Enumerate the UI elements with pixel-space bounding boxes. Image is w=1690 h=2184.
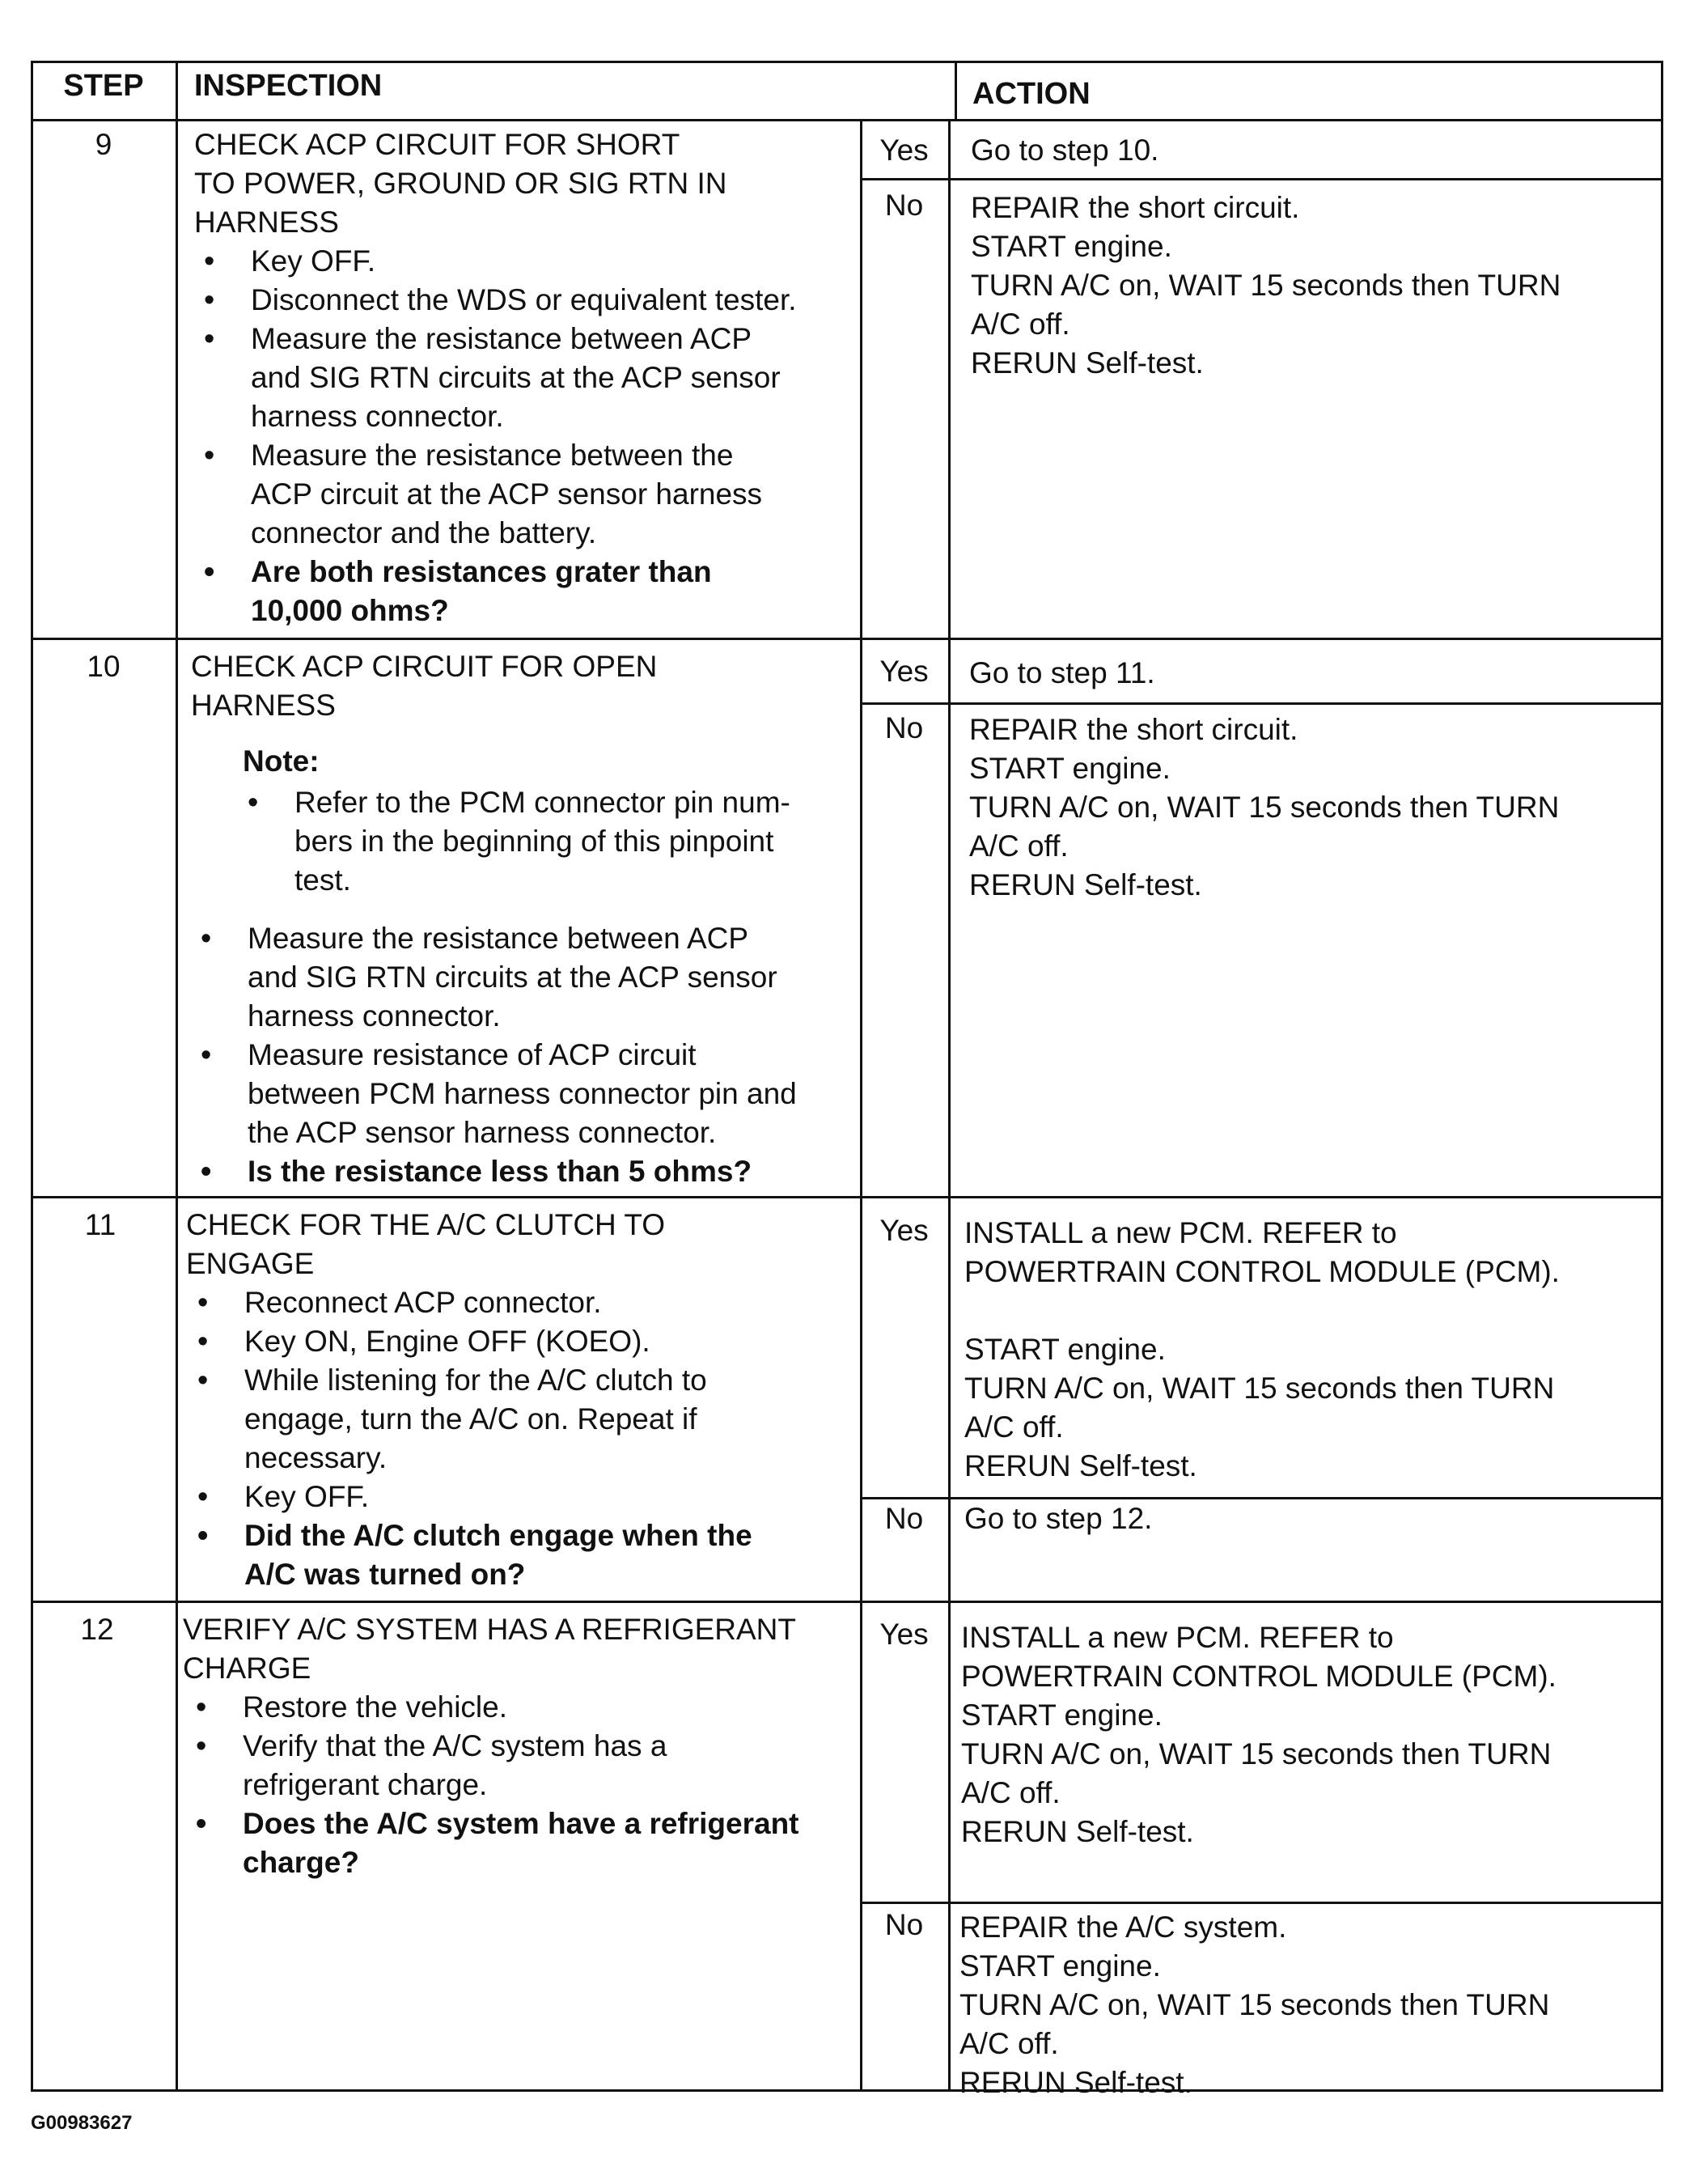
note-title: Note: bbox=[243, 744, 320, 778]
title-line: VERIFY A/C SYSTEM HAS A REFRIGERANT bbox=[183, 1613, 796, 1646]
bullet-text: harness connector. bbox=[248, 999, 501, 1033]
bullet-text: the ACP sensor harness connector. bbox=[248, 1116, 717, 1149]
action-line: A/C off. bbox=[959, 2027, 1059, 2060]
row-9-end bbox=[31, 638, 1663, 640]
action-line: Go to step 12. bbox=[964, 1502, 1153, 1535]
action-line: REPAIR the short circuit. bbox=[969, 713, 1298, 746]
question-text: Are both resistances grater than bbox=[251, 555, 712, 588]
step-title bbox=[191, 647, 657, 725]
action-line: POWERTRAIN CONTROL MODULE (PCM). bbox=[961, 1660, 1557, 1693]
inspection-steps bbox=[189, 919, 797, 1191]
title-line: CHECK ACP CIRCUIT FOR OPEN bbox=[191, 650, 658, 683]
row-12-yes-divider bbox=[860, 1902, 1663, 1904]
action-line: TURN A/C on, WAIT 15 seconds then TURN bbox=[959, 1988, 1550, 2021]
header-action: ACTION bbox=[972, 77, 1091, 111]
row-11-end bbox=[31, 1601, 1663, 1603]
list-item bbox=[186, 1361, 752, 1478]
bullet-text: and SIG RTN circuits at the ACP sensor bbox=[248, 961, 777, 994]
yesno-column-divider bbox=[860, 121, 862, 2092]
question-item bbox=[186, 1516, 752, 1594]
title-line: TO POWER, GROUND OR SIG RTN IN bbox=[194, 167, 727, 200]
question-item bbox=[184, 1804, 799, 1882]
action-line: INSTALL a new PCM. REFER to bbox=[961, 1621, 1394, 1654]
title-line: CHECK FOR THE A/C CLUTCH TO bbox=[186, 1208, 666, 1241]
bullet-text: While listening for the A/C clutch to bbox=[244, 1363, 707, 1397]
step-number: 9 bbox=[95, 128, 112, 161]
yes-action bbox=[961, 1618, 1557, 1851]
action-line: POWERTRAIN CONTROL MODULE (PCM). bbox=[964, 1255, 1560, 1288]
step-title bbox=[186, 1206, 665, 1283]
action-line: START engine. bbox=[959, 1949, 1161, 1983]
action-line: TURN A/C on, WAIT 15 seconds then TURN bbox=[961, 1737, 1552, 1771]
inspection-steps bbox=[193, 242, 797, 630]
bullet-text: harness connector. bbox=[251, 400, 504, 433]
action-line: Go to step 11. bbox=[969, 656, 1155, 689]
action-line: RERUN Self-test. bbox=[959, 2066, 1192, 2099]
inspection-column-divider-header bbox=[955, 61, 957, 121]
bullet-text: between PCM harness connector pin and bbox=[248, 1077, 797, 1110]
no-action bbox=[969, 710, 1559, 905]
action-line: A/C off. bbox=[969, 829, 1069, 863]
action-line: START engine. bbox=[964, 1333, 1166, 1366]
bullet-text: Refer to the PCM connector pin num- bbox=[294, 786, 790, 819]
action-line: START engine. bbox=[971, 230, 1172, 263]
action-line: RERUN Self-test. bbox=[971, 346, 1204, 380]
title-line: HARNESS bbox=[194, 206, 339, 239]
list-item bbox=[186, 1478, 752, 1516]
question-text: charge? bbox=[243, 1846, 359, 1879]
no-action bbox=[971, 189, 1561, 383]
yes-label: Yes bbox=[879, 1618, 929, 1651]
inspection-steps bbox=[184, 1688, 799, 1882]
bullet-text: Measure the resistance between ACP bbox=[251, 322, 752, 355]
list-item bbox=[189, 1036, 797, 1152]
list-item bbox=[184, 1727, 799, 1804]
figure-code: G00983627 bbox=[31, 2112, 133, 2134]
yes-action bbox=[964, 1214, 1560, 1486]
title-line: HARNESS bbox=[191, 689, 336, 722]
bullet-text: Key OFF. bbox=[244, 1480, 370, 1513]
list-item bbox=[193, 320, 797, 436]
list-item bbox=[186, 1322, 752, 1361]
no-label: No bbox=[884, 189, 924, 222]
action-line: START engine. bbox=[961, 1698, 1163, 1732]
no-label: No bbox=[884, 1502, 924, 1535]
list-item bbox=[184, 1688, 799, 1727]
bullet-text: Measure the resistance between ACP bbox=[248, 922, 749, 955]
question-item bbox=[189, 1152, 797, 1191]
bullet-text: bers in the beginning of this pinpoint bbox=[294, 825, 774, 858]
step-number: 12 bbox=[80, 1613, 114, 1646]
question-text: Did the A/C clutch engage when the bbox=[244, 1519, 752, 1552]
question-text: Is the resistance less than 5 ohms? bbox=[248, 1155, 752, 1188]
bullet-text: engage, turn the A/C on. Repeat if bbox=[244, 1402, 697, 1436]
step-title bbox=[194, 125, 727, 242]
action-line: REPAIR the short circuit. bbox=[971, 191, 1300, 224]
action-line: START engine. bbox=[969, 752, 1171, 785]
action-line: RERUN Self-test. bbox=[964, 1449, 1197, 1482]
step-title bbox=[183, 1610, 796, 1688]
list-item bbox=[193, 242, 797, 281]
row-10-yes-divider bbox=[860, 702, 1663, 705]
bullet-text: necessary. bbox=[244, 1441, 388, 1474]
bullet-text: Reconnect ACP connector. bbox=[244, 1286, 602, 1319]
bullet-text: Disconnect the WDS or equivalent tester. bbox=[251, 283, 797, 316]
title-line: CHECK ACP CIRCUIT FOR SHORT bbox=[194, 128, 680, 161]
action-line: A/C off. bbox=[961, 1776, 1061, 1809]
action-line: RERUN Self-test. bbox=[969, 868, 1202, 901]
yes-action bbox=[969, 654, 1155, 693]
bullet-text: Measure resistance of ACP circuit bbox=[248, 1038, 697, 1071]
yes-label: Yes bbox=[879, 1214, 929, 1247]
row-10-end bbox=[31, 1196, 1663, 1198]
action-line: A/C off. bbox=[964, 1410, 1064, 1444]
action-line: TURN A/C on, WAIT 15 seconds then TURN bbox=[971, 269, 1561, 302]
action-line bbox=[964, 1291, 1560, 1330]
action-line: A/C off. bbox=[971, 307, 1070, 341]
question-text: Does the A/C system have a refrigerant bbox=[243, 1807, 799, 1840]
bullet-text: Key ON, Engine OFF (KOEO). bbox=[244, 1325, 650, 1358]
bullet-text: Restore the vehicle. bbox=[243, 1690, 508, 1724]
bullet-text: test. bbox=[294, 863, 351, 897]
header-inspection: INSPECTION bbox=[194, 69, 383, 103]
list-item bbox=[186, 1283, 752, 1322]
header-step: STEP bbox=[63, 69, 144, 103]
question-item bbox=[193, 553, 797, 630]
list-item bbox=[189, 919, 797, 1036]
action-line: TURN A/C on, WAIT 15 seconds then TURN bbox=[969, 791, 1560, 824]
list-item bbox=[193, 281, 797, 320]
no-action bbox=[964, 1499, 1152, 1538]
bullet-text: and SIG RTN circuits at the ACP sensor bbox=[251, 361, 781, 394]
yes-label: Yes bbox=[879, 655, 929, 688]
header-divider bbox=[31, 119, 1663, 121]
title-line: ENGAGE bbox=[186, 1247, 315, 1280]
action-line: REPAIR the A/C system. bbox=[959, 1910, 1287, 1944]
no-action bbox=[959, 1908, 1549, 2102]
step-number: 11 bbox=[84, 1208, 116, 1241]
no-label: No bbox=[884, 1908, 924, 1941]
bullet-text: refrigerant charge. bbox=[243, 1768, 488, 1801]
bullet-text: Verify that the A/C system has a bbox=[243, 1729, 667, 1762]
yes-action bbox=[971, 131, 1158, 170]
bullet-text: ACP circuit at the ACP sensor harness bbox=[251, 477, 763, 511]
title-line: CHARGE bbox=[183, 1652, 311, 1685]
list-item bbox=[236, 783, 790, 900]
bullet-text: Measure the resistance between the bbox=[251, 439, 734, 472]
question-text: A/C was turned on? bbox=[244, 1558, 526, 1591]
list-item bbox=[193, 436, 797, 553]
yes-label: Yes bbox=[879, 134, 929, 167]
action-line: TURN A/C on, WAIT 15 seconds then TURN bbox=[964, 1372, 1555, 1405]
action-column-divider bbox=[948, 121, 951, 2092]
inspection-steps bbox=[186, 1283, 752, 1594]
action-line: RERUN Self-test. bbox=[961, 1815, 1194, 1848]
step-number: 10 bbox=[87, 650, 121, 683]
no-label: No bbox=[884, 711, 924, 744]
step-column-divider bbox=[176, 61, 178, 2092]
row-9-yes-divider bbox=[860, 178, 1663, 180]
action-line: INSTALL a new PCM. REFER to bbox=[964, 1216, 1397, 1249]
note-list bbox=[236, 783, 790, 900]
action-line: Go to step 10. bbox=[971, 134, 1159, 167]
bullet-text: connector and the battery. bbox=[251, 516, 597, 549]
question-text: 10,000 ohms? bbox=[251, 594, 449, 627]
bullet-text: Key OFF. bbox=[251, 244, 376, 278]
